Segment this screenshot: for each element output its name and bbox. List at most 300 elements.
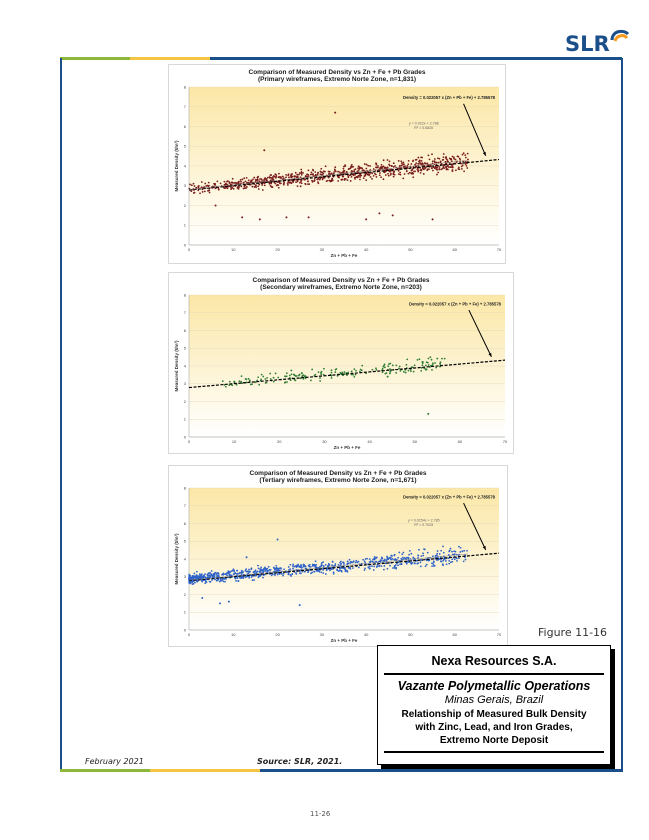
- x-tick-label: 0: [187, 439, 191, 444]
- data-point: [217, 579, 219, 581]
- data-point: [270, 177, 272, 179]
- data-point: [424, 163, 426, 165]
- chart-title: Comparison of Measured Density vs Zn + Fe + Pb Grades: [249, 470, 427, 477]
- data-point: [414, 164, 416, 166]
- data-point: [349, 568, 351, 570]
- data-point: [211, 570, 213, 572]
- data-point: [236, 570, 238, 572]
- data-point: [320, 571, 322, 573]
- data-point: [420, 555, 422, 557]
- data-point: [339, 562, 341, 564]
- data-point: [286, 381, 288, 383]
- data-point: [241, 375, 243, 377]
- data-point: [348, 567, 350, 569]
- chart-primary-svg: [169, 65, 505, 263]
- data-point: [276, 569, 278, 571]
- data-point-outlier: [201, 597, 203, 599]
- data-point: [444, 358, 446, 360]
- y-tick-label: 2: [183, 591, 186, 597]
- data-point: [273, 377, 275, 379]
- data-point: [334, 166, 336, 168]
- data-point: [432, 362, 434, 364]
- data-point: [371, 565, 373, 567]
- data-point: [285, 174, 287, 176]
- y-tick-label: 6: [183, 520, 186, 526]
- data-point: [197, 189, 199, 191]
- data-point: [351, 176, 353, 178]
- data-point: [399, 174, 401, 176]
- data-point: [448, 563, 450, 565]
- x-tick-label: 50: [412, 439, 417, 444]
- data-point: [353, 376, 355, 378]
- data-point: [346, 171, 348, 173]
- data-point: [249, 379, 251, 381]
- data-point: [414, 364, 416, 366]
- data-point: [404, 557, 406, 559]
- data-point: [386, 372, 388, 374]
- data-point: [351, 164, 353, 166]
- y-tick-label: 7: [183, 310, 186, 316]
- data-point: [428, 364, 430, 366]
- data-point: [379, 565, 381, 567]
- data-point: [321, 371, 323, 373]
- data-point: [300, 566, 302, 568]
- y-tick-label: 0: [183, 434, 186, 440]
- data-point: [209, 192, 211, 194]
- data-point: [255, 184, 257, 186]
- data-point: [442, 166, 444, 168]
- data-point: [309, 564, 311, 566]
- data-point: [320, 170, 322, 172]
- data-point: [264, 178, 266, 180]
- data-point: [261, 569, 263, 571]
- data-point: [382, 368, 384, 370]
- data-point: [380, 559, 382, 561]
- data-point-outlier: [378, 212, 380, 214]
- data-point: [241, 570, 243, 572]
- data-point: [433, 563, 435, 565]
- y-tick-label: 4: [183, 556, 186, 562]
- y-tick-label: 5: [183, 345, 186, 351]
- data-point: [375, 166, 377, 168]
- data-point: [421, 157, 423, 159]
- data-point: [413, 371, 415, 373]
- data-point-outlier: [365, 218, 367, 220]
- data-point: [432, 555, 434, 557]
- data-point: [389, 160, 391, 162]
- data-point: [304, 183, 306, 185]
- x-axis-label: Zn + Pb + Fe: [330, 638, 358, 643]
- data-point: [370, 176, 372, 178]
- data-point: [207, 575, 209, 577]
- data-point: [375, 174, 377, 176]
- data-point: [318, 571, 320, 573]
- data-point: [284, 381, 286, 383]
- data-point: [369, 568, 371, 570]
- data-point: [455, 169, 457, 171]
- data-point: [347, 372, 349, 374]
- data-point: [258, 184, 260, 186]
- data-point: [436, 559, 438, 561]
- data-point: [214, 184, 216, 186]
- data-point: [299, 182, 301, 184]
- data-point: [232, 187, 234, 189]
- data-point: [218, 575, 220, 577]
- data-point-outlier: [263, 149, 265, 151]
- data-point: [233, 381, 235, 383]
- data-point: [308, 566, 310, 568]
- data-point: [390, 173, 392, 175]
- trendline-equation: y = 0.022x + 2.788: [408, 121, 439, 126]
- data-point: [200, 574, 202, 576]
- data-point-outlier: [277, 538, 279, 540]
- data-point: [319, 380, 321, 382]
- data-point: [295, 572, 297, 574]
- y-tick-label: 4: [183, 363, 186, 369]
- data-point: [241, 572, 243, 574]
- data-point: [421, 170, 423, 172]
- data-point: [339, 171, 341, 173]
- frame-top-rule: [60, 57, 622, 60]
- data-point: [286, 372, 288, 374]
- data-point: [256, 572, 258, 574]
- data-point: [317, 174, 319, 176]
- data-point: [240, 181, 242, 183]
- data-point: [235, 182, 237, 184]
- data-point: [420, 172, 422, 174]
- x-tick-label: 50: [408, 632, 413, 637]
- data-point: [436, 174, 438, 176]
- data-point: [440, 550, 442, 552]
- y-tick-label: 1: [183, 609, 186, 615]
- data-point: [300, 169, 302, 171]
- data-point: [277, 567, 279, 569]
- data-point: [302, 374, 304, 376]
- data-point: [458, 166, 460, 168]
- data-point: [363, 175, 365, 177]
- data-point: [393, 170, 395, 172]
- data-point: [422, 555, 424, 557]
- data-point: [442, 159, 444, 161]
- location: Minas Gerais, Brazil: [444, 694, 544, 706]
- data-point: [342, 562, 344, 564]
- data-point: [344, 165, 346, 167]
- data-point: [294, 175, 296, 177]
- data-point: [365, 179, 367, 181]
- data-point: [221, 574, 223, 576]
- data-point: [408, 160, 410, 162]
- data-point: [234, 182, 236, 184]
- data-point: [442, 563, 444, 565]
- data-point: [331, 372, 333, 374]
- data-point: [311, 572, 313, 574]
- data-point: [319, 179, 321, 181]
- data-point: [344, 178, 346, 180]
- data-point: [321, 174, 323, 176]
- data-point: [310, 566, 312, 568]
- x-tick-label: 40: [363, 247, 369, 252]
- data-point: [304, 571, 306, 573]
- data-point: [200, 186, 202, 188]
- data-point: [459, 159, 461, 161]
- data-point: [463, 560, 465, 562]
- data-point: [387, 173, 389, 175]
- x-axis-label: Zn + Pb + Fe: [333, 445, 361, 450]
- data-point: [208, 572, 210, 574]
- data-point: [401, 165, 403, 167]
- data-point-outlier: [241, 216, 243, 218]
- y-tick-label: 3: [183, 574, 186, 580]
- data-point: [262, 189, 264, 191]
- data-point: [196, 571, 198, 573]
- data-point: [238, 380, 240, 382]
- data-point: [339, 570, 341, 572]
- data-point: [384, 363, 386, 365]
- data-point: [412, 173, 414, 175]
- data-point: [222, 578, 224, 580]
- x-tick-label: 0: [187, 632, 191, 637]
- data-point: [334, 169, 336, 171]
- data-point: [322, 569, 324, 571]
- data-point: [329, 564, 331, 566]
- data-point: [431, 168, 433, 170]
- x-tick-label: 30: [322, 439, 327, 444]
- data-point: [273, 381, 275, 383]
- data-point: [442, 546, 444, 548]
- data-point: [331, 369, 333, 371]
- x-tick-label: 0: [187, 247, 191, 252]
- logo-swirl-icon: [609, 26, 631, 46]
- data-point: [201, 181, 203, 183]
- data-point: [420, 565, 422, 567]
- data-point: [433, 561, 435, 563]
- data-point: [353, 368, 355, 370]
- data-point: [232, 178, 234, 180]
- data-point: [465, 163, 467, 165]
- data-point: [189, 582, 191, 584]
- data-point: [367, 173, 369, 175]
- data-point: [389, 165, 391, 167]
- data-point: [393, 166, 395, 168]
- trendline-equation: R² = 0.7025: [414, 523, 434, 528]
- data-point: [425, 565, 427, 567]
- data-point: [436, 169, 438, 171]
- data-point: [209, 581, 211, 583]
- y-tick-label: 5: [183, 143, 186, 149]
- data-point: [308, 169, 310, 171]
- data-point: [398, 368, 400, 370]
- data-point: [464, 154, 466, 156]
- data-point: [296, 176, 298, 178]
- data-point: [441, 358, 443, 360]
- data-point: [451, 558, 453, 560]
- data-point: [364, 560, 366, 562]
- data-point: [342, 176, 344, 178]
- data-point: [246, 186, 248, 188]
- trendline-equation: R² = 0.6826: [414, 126, 434, 131]
- data-point: [314, 178, 316, 180]
- data-point: [272, 186, 274, 188]
- data-point: [205, 185, 207, 187]
- data-point: [374, 556, 376, 558]
- data-point: [386, 568, 388, 570]
- data-point: [459, 551, 461, 553]
- data-point: [211, 579, 213, 581]
- data-point: [383, 569, 385, 571]
- title-rule: [384, 673, 604, 675]
- y-tick-label: 6: [183, 327, 186, 333]
- data-point: [329, 181, 331, 183]
- data-point: [383, 178, 385, 180]
- data-point: [376, 557, 378, 559]
- y-tick-label: 1: [183, 416, 186, 422]
- data-point: [467, 159, 469, 161]
- data-point: [295, 181, 297, 183]
- data-point: [238, 580, 240, 582]
- data-point: [319, 377, 321, 379]
- data-point: [403, 371, 405, 373]
- data-point: [369, 165, 371, 167]
- data-point: [417, 171, 419, 173]
- data-point: [458, 557, 460, 559]
- data-point: [421, 160, 423, 162]
- data-point: [291, 373, 293, 375]
- data-point: [452, 169, 454, 171]
- y-tick-label: 0: [183, 242, 186, 248]
- data-point: [455, 159, 457, 161]
- data-point: [415, 162, 417, 164]
- x-tick-label: 70: [496, 247, 502, 252]
- data-point: [397, 557, 399, 559]
- data-point: [336, 569, 338, 571]
- data-point: [412, 176, 414, 178]
- data-point: [270, 185, 272, 187]
- data-point: [371, 369, 373, 371]
- data-point: [401, 553, 403, 555]
- data-point: [257, 176, 259, 178]
- data-point: [204, 573, 206, 575]
- data-point: [434, 565, 436, 567]
- data-point: [320, 168, 322, 170]
- data-point: [391, 165, 393, 167]
- data-point: [307, 571, 309, 573]
- data-point: [390, 555, 392, 557]
- data-point: [437, 550, 439, 552]
- data-point: [385, 174, 387, 176]
- data-point: [348, 168, 350, 170]
- data-point: [366, 558, 368, 560]
- data-point: [234, 572, 236, 574]
- data-point: [222, 380, 224, 382]
- data-point: [411, 172, 413, 174]
- data-point: [356, 176, 358, 178]
- x-tick-label: 70: [496, 632, 502, 637]
- data-point: [257, 571, 259, 573]
- data-point: [360, 175, 362, 177]
- data-point: [398, 160, 400, 162]
- data-point: [257, 565, 259, 567]
- data-point: [392, 558, 394, 560]
- y-tick-label: 7: [183, 503, 186, 509]
- data-point: [278, 187, 280, 189]
- data-point: [418, 549, 420, 551]
- data-point: [290, 370, 292, 372]
- data-point: [287, 184, 289, 186]
- data-point: [367, 165, 369, 167]
- data-point: [297, 565, 299, 567]
- data-point: [331, 179, 333, 181]
- data-point: [323, 368, 325, 370]
- data-point: [419, 358, 421, 360]
- data-point: [334, 371, 336, 373]
- data-point: [393, 559, 395, 561]
- data-point: [438, 558, 440, 560]
- data-point: [386, 556, 388, 558]
- data-point: [428, 358, 430, 360]
- data-point: [279, 183, 281, 185]
- data-point: [315, 564, 317, 566]
- data-point: [369, 173, 371, 175]
- data-point: [274, 173, 276, 175]
- data-point: [224, 581, 226, 583]
- data-point: [231, 384, 233, 386]
- data-point: [245, 180, 247, 182]
- data-point: [282, 176, 284, 178]
- data-point: [405, 364, 407, 366]
- data-point: [234, 578, 236, 580]
- x-tick-label: 30: [319, 247, 325, 252]
- chart-title: Comparison of Measured Density vs Zn + Fe + Pb Grades: [252, 277, 430, 284]
- y-tick-label: 2: [183, 202, 186, 208]
- data-point: [421, 162, 423, 164]
- data-point: [364, 569, 366, 571]
- data-point: [283, 182, 285, 184]
- y-tick-label: 1: [183, 222, 186, 228]
- data-point: [253, 579, 255, 581]
- data-point: [216, 572, 218, 574]
- data-point: [357, 167, 359, 169]
- data-point: [361, 365, 363, 367]
- data-point: [381, 557, 383, 559]
- data-point: [461, 550, 463, 552]
- data-point: [202, 576, 204, 578]
- data-point: [289, 568, 291, 570]
- data-point: [394, 567, 396, 569]
- data-point: [305, 375, 307, 377]
- data-point: [353, 174, 355, 176]
- data-point: [195, 187, 197, 189]
- data-point: [246, 576, 248, 578]
- data-point: [226, 574, 228, 576]
- data-point: [323, 170, 325, 172]
- data-point: [445, 560, 447, 562]
- x-tick-label: 70: [502, 439, 508, 444]
- data-point: [402, 552, 404, 554]
- data-point: [313, 180, 315, 182]
- data-point: [232, 570, 234, 572]
- data-point: [343, 563, 345, 565]
- data-point: [252, 579, 254, 581]
- data-point: [389, 363, 391, 365]
- density-equation: Density = 0.022057 x (Zn + Pb + Fe) + 2.785578: [403, 94, 495, 100]
- data-point: [380, 565, 382, 567]
- data-point: [450, 561, 452, 563]
- data-point: [282, 575, 284, 577]
- data-point: [375, 367, 377, 369]
- data-point: [414, 562, 416, 564]
- data-point: [285, 176, 287, 178]
- title-rule-bottom: [384, 751, 604, 753]
